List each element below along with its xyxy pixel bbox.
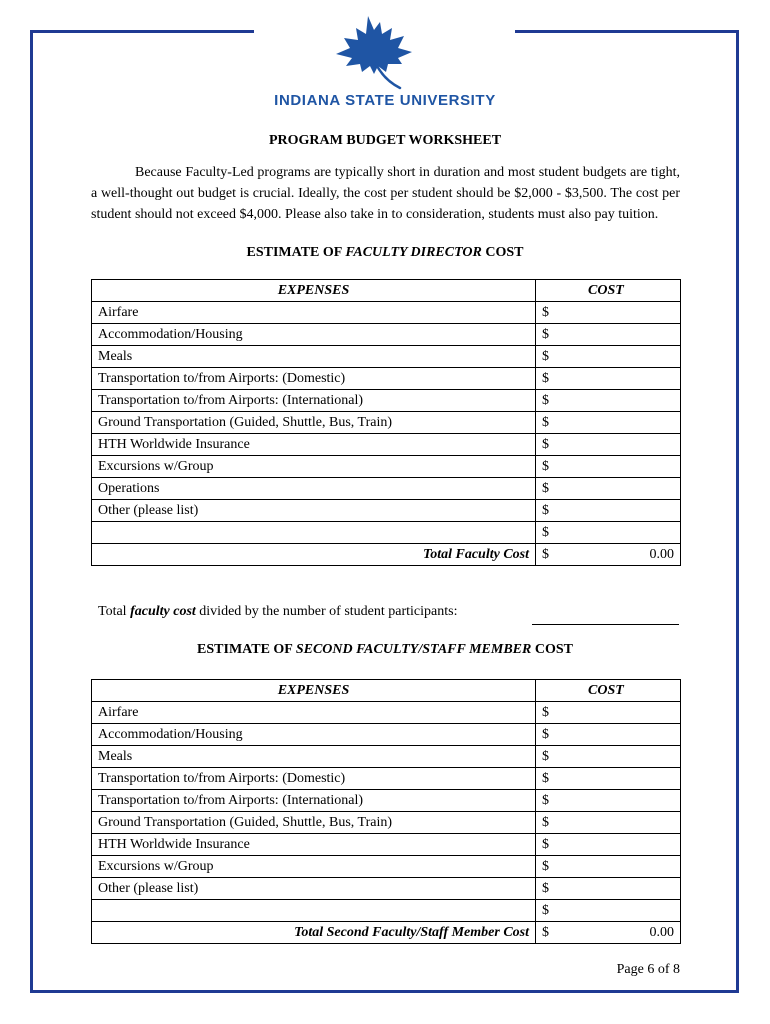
dollar-sign: $ [542,436,549,452]
expense-label: Accommodation/Housing [92,324,536,346]
expense-label: Excursions w/Group [92,456,536,478]
cost-input-cell[interactable] [536,724,681,746]
expense-label: Airfare [92,702,536,724]
dollar-sign: $ [542,836,549,852]
total-label: Total Faculty Cost [92,544,536,566]
maple-leaf-icon [328,12,424,94]
dollar-sign: $ [542,726,549,742]
expense-label: Operations [92,478,536,500]
table-row [92,900,681,922]
dollar-sign: $ [542,748,549,764]
total-amount-cell [536,922,681,944]
page-number: Page 6 of 8 [616,962,680,977]
per-student-prefix: Total [98,604,131,619]
cost-input-cell[interactable] [536,456,681,478]
frame-border-top-right [515,30,739,33]
col-header-cost: COST [536,680,681,702]
expense-label: Airfare [92,302,536,324]
cost-input-cell[interactable] [536,522,681,544]
dollar-sign: $ [542,770,549,786]
table-row [92,500,681,522]
frame-border-bottom [30,990,739,993]
expense-label [92,900,536,922]
total-amount-cell [536,544,681,566]
heading-prefix: ESTIMATE OF [246,245,346,260]
expense-label: Other (please list) [92,878,536,900]
dollar-sign: $ [542,458,549,474]
total-label: Total Second Faculty/Staff Member Cost [92,922,536,944]
cost-input-cell[interactable] [536,368,681,390]
table-row [92,412,681,434]
table-row [92,368,681,390]
cost-input-cell[interactable] [536,702,681,724]
table-row [92,390,681,412]
table-row [92,746,681,768]
heading-italic: SECOND FACULTY/STAFF MEMBER [295,642,532,657]
dollar-sign: $ [542,902,549,918]
expense-label: Transportation to/from Airports: (International) [92,790,536,812]
dollar-sign: $ [542,414,549,430]
total-row [92,544,681,566]
expense-label: Meals [92,746,536,768]
expense-label: Other (please list) [92,500,536,522]
table-row [92,522,681,544]
table-row [92,346,681,368]
cost-input-cell[interactable] [536,790,681,812]
heading-prefix: ESTIMATE OF [197,642,296,657]
faculty-director-cost-table [91,279,681,566]
per-student-italic: faculty cost [130,604,196,619]
dollar-sign: $ [542,392,549,408]
table-row [92,434,681,456]
expense-label: Excursions w/Group [92,856,536,878]
expense-label: Accommodation/Housing [92,724,536,746]
cost-input-cell[interactable] [536,412,681,434]
expense-label: Transportation to/from Airports: (Domestic) [92,368,536,390]
total-row [92,922,681,944]
expense-label: Transportation to/from Airports: (International) [92,390,536,412]
table-row [92,878,681,900]
col-header-cost: COST [536,280,681,302]
col-header-expenses: EXPENSES [92,280,536,302]
cost-input-cell[interactable] [536,768,681,790]
cost-input-cell[interactable] [536,746,681,768]
dollar-sign: $ [542,792,549,808]
total-amount: 0.00 [649,546,674,562]
dollar-sign: $ [542,546,549,562]
table-row [92,724,681,746]
cost-input-cell[interactable] [536,478,681,500]
dollar-sign: $ [542,814,549,830]
expense-label: HTH Worldwide Insurance [92,434,536,456]
cost-input-cell[interactable] [536,812,681,834]
per-student-cost-label [98,604,457,620]
dollar-sign: $ [542,880,549,896]
cost-input-cell[interactable] [536,346,681,368]
table-row [92,834,681,856]
intro-paragraph [91,162,680,225]
dollar-sign: $ [542,348,549,364]
table-row [92,478,681,500]
expense-label [92,522,536,544]
second-faculty-cost-table [91,679,681,944]
cost-input-cell[interactable] [536,900,681,922]
expense-label: HTH Worldwide Insurance [92,834,536,856]
dollar-sign: $ [542,326,549,342]
cost-input-cell[interactable] [536,500,681,522]
table-row [92,702,681,724]
dollar-sign: $ [542,502,549,518]
dollar-sign: $ [542,704,549,720]
dollar-sign: $ [542,924,549,940]
table-row [92,856,681,878]
section-heading-faculty-director [0,245,770,261]
expense-label: Transportation to/from Airports: (Domestic) [92,768,536,790]
heading-italic: FACULTY DIRECTOR [345,245,482,260]
table-row [92,324,681,346]
frame-border-left [30,30,33,993]
cost-input-cell[interactable] [536,434,681,456]
heading-suffix: COST [481,245,524,260]
total-amount: 0.00 [649,924,674,940]
dollar-sign: $ [542,524,549,540]
dollar-sign: $ [542,370,549,386]
page-title: PROGRAM BUDGET WORKSHEET [268,133,502,148]
dollar-sign: $ [542,480,549,496]
per-student-suffix: divided by the number of student participants: [195,604,458,619]
expense-label: Ground Transportation (Guided, Shuttle, Bus, Train) [92,812,536,834]
table-row [92,456,681,478]
table-row [92,812,681,834]
col-header-expenses: EXPENSES [92,680,536,702]
university-name: INDIANA STATE UNIVERSITY [274,92,496,109]
cost-input-cell[interactable] [536,390,681,412]
section-heading-second-faculty [0,642,770,658]
expense-label: Ground Transportation (Guided, Shuttle, Bus, Train) [92,412,536,434]
dollar-sign: $ [542,858,549,874]
per-student-cost-field[interactable] [532,624,679,625]
expense-label: Meals [92,346,536,368]
intro-text: Because Faculty-Led programs are typically short in duration and most student budgets are tight, a well-thought out budget is crucial. Ideally, the cost per student should be $2,000 - $3,500. The cost per student should not exceed $4,000. Please also take in to consideration, students must also pay tuition. [91,165,680,222]
dollar-sign: $ [542,304,549,320]
table-row [92,790,681,812]
frame-border-top-left [30,30,254,33]
table-row [92,768,681,790]
table-row [92,302,681,324]
frame-border-right [736,30,739,993]
cost-input-cell[interactable] [536,834,681,856]
cost-input-cell[interactable] [536,302,681,324]
cost-input-cell[interactable] [536,878,681,900]
cost-input-cell[interactable] [536,856,681,878]
cost-input-cell[interactable] [536,324,681,346]
heading-suffix: COST [531,642,573,657]
